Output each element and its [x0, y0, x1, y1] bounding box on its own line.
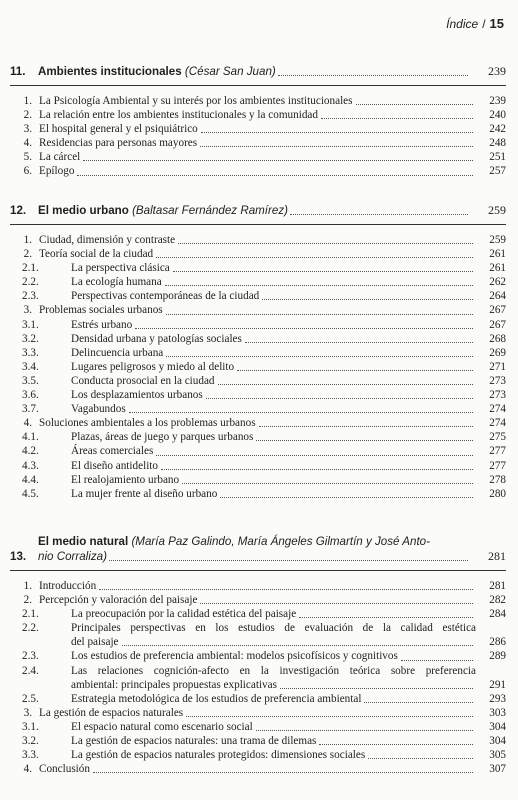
chapter-author: (César San Juan) [184, 65, 276, 78]
leader-dots [299, 617, 473, 618]
leader-dots [218, 384, 473, 385]
header-page-number: 15 [489, 16, 504, 31]
leader-dots [245, 342, 473, 343]
toc-entry [10, 621, 506, 649]
chapter-13 [10, 534, 506, 776]
entry-text: Soluciones ambientales a los problemas urbanos [39, 417, 256, 430]
entry-number: 3.1. [22, 720, 39, 733]
leader-dots [278, 75, 468, 76]
chapter-12 [10, 203, 506, 501]
toc-entry [10, 164, 506, 178]
entry-number: 2.2. [22, 276, 39, 289]
entry-text: La preocupación por la calidad estética del paisaje [71, 608, 297, 621]
entry-text: La mujer frente al diseño urbano [71, 487, 218, 500]
chapter-title-line [38, 534, 470, 549]
toc-entry [10, 318, 506, 332]
entry-number: 3.2. [22, 332, 39, 345]
entry-page: 267 [489, 304, 506, 317]
toc-entry [10, 122, 506, 136]
entry-page: 257 [489, 165, 506, 178]
entry-number: 2.4. [22, 664, 39, 677]
entry-page: 273 [489, 374, 506, 387]
entry-page: 274 [489, 403, 506, 416]
toc-entry [10, 94, 506, 108]
entry-text: La relación entre los ambientes institucionales y la comunidad [39, 109, 318, 122]
entry-number: 4. [23, 417, 32, 430]
entry-page: 271 [489, 360, 506, 373]
entry-text: Percepción y valoración del paisaje [39, 594, 198, 607]
chapter-number: 13. [10, 550, 27, 563]
entry-page: 251 [489, 151, 506, 164]
entry-number: 3.3. [22, 346, 39, 359]
entry-number: 3.2. [22, 735, 39, 748]
entry-page: 277 [489, 459, 506, 472]
toc-entry [10, 607, 506, 621]
entry-text: La gestión de espacios naturales protegidos: dimensiones sociales [71, 749, 366, 762]
leader-dots [165, 285, 473, 286]
toc-entry [10, 332, 506, 346]
entry-number: 2.2. [22, 622, 39, 635]
entry-text-cont: del paisaje [71, 636, 119, 649]
leader-dots [237, 370, 473, 371]
entry-number: 2.3. [22, 290, 39, 303]
toc-entry [10, 459, 506, 473]
entry-text: Introducción [39, 580, 97, 592]
entry-text: La gestión de espacios naturales [39, 706, 184, 719]
leader-dots [182, 483, 473, 484]
chapter-author: (Baltasar Fernández Ramírez) [132, 204, 288, 217]
entry-page: 282 [489, 594, 506, 607]
entry-page: 268 [489, 332, 506, 345]
toc-entries [10, 86, 506, 179]
entry-text: Los desplazamientos urbanos [71, 389, 203, 402]
entry-page: 303 [489, 706, 506, 719]
entry-page: 280 [489, 487, 506, 500]
entry-text: Delincuencia urbana [71, 346, 164, 359]
leader-dots [156, 455, 473, 456]
entry-number: 2. [23, 109, 32, 122]
toc-entry [10, 748, 506, 762]
toc-entry [10, 762, 506, 776]
header-separator: / [482, 17, 486, 31]
chapter-heading [10, 64, 506, 86]
entry-page: 275 [489, 431, 506, 444]
entry-text: Conducta prosocial en la ciudad [71, 374, 215, 387]
entry-text: Plazas, áreas de juego y parques urbanos [71, 431, 254, 444]
chapter-number: 12. [10, 204, 27, 217]
leader-dots [220, 497, 473, 498]
entry-text: El espacio natural como escenario social [71, 720, 253, 733]
entry-page: 248 [489, 137, 506, 150]
chapter-11 [10, 64, 506, 179]
leader-dots [259, 426, 473, 427]
toc-entry [10, 388, 506, 402]
entry-page: 273 [489, 389, 506, 402]
toc-entry [10, 303, 506, 317]
toc-entry [10, 108, 506, 122]
entry-text: Áreas comerciales [71, 445, 154, 458]
running-header [446, 16, 504, 31]
entry-number: 6. [23, 165, 32, 178]
toc-entry [10, 150, 506, 164]
leader-dots [99, 589, 473, 590]
entry-page: 262 [489, 276, 506, 289]
leader-dots [206, 398, 473, 399]
entry-number: 4. [23, 763, 32, 776]
entry-text: Ciudad, dimensión y contraste [39, 234, 176, 246]
leader-dots [122, 645, 473, 646]
leader-dots [200, 146, 473, 147]
leader-dots [356, 104, 473, 105]
entry-number: 2.3. [22, 650, 39, 663]
leader-dots [93, 772, 473, 773]
entry-page: 261 [489, 262, 506, 275]
toc-entry [10, 247, 506, 261]
entry-text: La cárcel [39, 151, 81, 164]
entry-number: 4.2. [22, 445, 39, 458]
chapter-title: El medio urbano [38, 204, 129, 217]
leader-dots [83, 160, 473, 161]
toc-entry [10, 444, 506, 458]
entry-page: 278 [489, 473, 506, 486]
leader-dots [256, 440, 473, 441]
leader-dots [161, 469, 473, 470]
entry-text: La ecología humana [71, 276, 162, 289]
entry-body [71, 621, 476, 649]
entry-text: La perspectiva clásica [71, 262, 170, 275]
entry-page: 289 [489, 650, 506, 663]
entry-page: 291 [489, 678, 506, 691]
entry-number: 4.4. [22, 473, 39, 486]
header-section-title: Índice [446, 17, 479, 31]
chapter-author-cont: nio Corraliza) [38, 550, 107, 563]
toc-entry [10, 487, 506, 501]
chapter-author: (María Paz Galindo, María Ángeles Gilmartín y José Anto- [131, 535, 430, 548]
entry-text: Teoría social de la ciudad [39, 248, 154, 261]
entry-page: 286 [489, 636, 506, 649]
toc-entry [10, 664, 506, 692]
chapter-page: 259 [488, 203, 506, 217]
entry-text-line [71, 635, 476, 649]
toc-entry [10, 649, 506, 663]
chapter-heading [10, 203, 506, 225]
leader-dots [368, 758, 473, 759]
entry-page: 304 [489, 720, 506, 733]
entry-text: Perspectivas contemporáneas de la ciudad [71, 290, 260, 303]
chapter-title-block [38, 203, 470, 218]
entry-page: 274 [489, 417, 506, 430]
entry-text: Principales perspectivas en los estudios de evaluación de la calidad estética [71, 622, 476, 635]
leader-dots [178, 243, 473, 244]
toc-entry [10, 402, 506, 416]
leader-dots [129, 412, 473, 413]
toc-entry [10, 720, 506, 734]
entry-text: Epílogo [39, 165, 75, 178]
entry-number: 2. [23, 248, 32, 261]
toc-entry [10, 261, 506, 275]
chapter-title-block [38, 64, 470, 79]
toc-entry [10, 346, 506, 360]
toc-entries [10, 225, 506, 501]
entry-number: 3.1. [22, 318, 39, 331]
entry-number: 3. [23, 706, 32, 719]
entry-text-line [71, 678, 476, 692]
entry-number: 4. [23, 137, 32, 150]
entry-page: 261 [489, 248, 506, 261]
leader-dots [401, 660, 473, 661]
chapter-page: 281 [488, 549, 506, 563]
entry-body [71, 664, 476, 692]
leader-dots [77, 175, 473, 176]
entry-number: 3.7. [22, 403, 39, 416]
entry-page: 259 [489, 234, 506, 246]
entry-text: Problemas sociales urbanos [39, 304, 163, 317]
entry-page: 307 [489, 763, 506, 776]
toc-entry [10, 233, 506, 247]
toc-entries [10, 571, 506, 776]
entry-number: 4.3. [22, 459, 39, 472]
chapter-heading [10, 534, 506, 571]
toc-entry [10, 360, 506, 374]
leader-dots [201, 132, 473, 133]
leader-dots [321, 118, 473, 119]
entry-text: Densidad urbana y patologías sociales [71, 332, 242, 345]
chapter-title-block [38, 534, 470, 564]
leader-dots [156, 257, 473, 258]
entry-number: 3.3. [22, 749, 39, 762]
toc-entry [10, 734, 506, 748]
entry-text: Vagabundos [71, 403, 126, 416]
entry-page: 267 [489, 318, 506, 331]
entry-page: 264 [489, 290, 506, 303]
toc-entry [10, 416, 506, 430]
entry-page: 293 [489, 692, 506, 705]
entry-number: 5. [23, 151, 32, 164]
toc-entry [10, 706, 506, 720]
leader-dots [166, 314, 473, 315]
entry-text: Estrategia metodológica de los estudios de preferencia ambiental [71, 692, 362, 705]
entry-number: 3. [23, 123, 32, 136]
entry-number: 2.1. [22, 262, 39, 275]
entry-text: Lugares peligrosos y miedo al delito [71, 360, 235, 373]
leader-dots [186, 716, 473, 717]
leader-dots [109, 560, 468, 561]
entry-text: Estrés urbano [71, 318, 133, 331]
toc-entry [10, 374, 506, 388]
toc-entry [10, 579, 506, 593]
entry-number: 4.5. [22, 487, 39, 500]
entry-text-cont: ambiental: principales propuestas explicativas [71, 678, 277, 691]
entry-text: El diseño antidelito [71, 459, 158, 472]
chapter-title-line [38, 549, 470, 564]
entry-page: 281 [489, 580, 506, 592]
leader-dots [256, 730, 473, 731]
entry-text: La gestión de espacios naturales: una trama de dilemas [71, 735, 317, 748]
toc-entry [10, 136, 506, 150]
entry-page: 284 [489, 608, 506, 621]
entry-page: 239 [489, 95, 506, 107]
entry-number: 1. [23, 580, 32, 592]
entry-text: Conclusión [39, 763, 90, 776]
toc-entry [10, 473, 506, 487]
toc-entry [10, 593, 506, 607]
entry-text: Las relaciones cognición-afecto en la investigación teórica sobre preferencia [71, 664, 476, 677]
entry-number: 1. [23, 234, 32, 246]
chapter-number: 11. [10, 65, 26, 78]
entry-page: 240 [489, 109, 506, 122]
entry-number: 4.1. [22, 431, 39, 444]
leader-dots [173, 271, 473, 272]
entry-number: 3. [23, 304, 32, 317]
leader-dots [262, 299, 473, 300]
entry-page: 269 [489, 346, 506, 359]
entry-page: 277 [489, 445, 506, 458]
leader-dots [200, 603, 473, 604]
chapter-page: 239 [488, 64, 506, 78]
leader-dots [135, 328, 473, 329]
leader-dots [290, 214, 468, 215]
entry-text: Residencias para personas mayores [39, 137, 198, 150]
entry-text: La Psicología Ambiental y su interés por los ambientes institucionales [39, 95, 353, 107]
chapter-title: Ambientes institucionales [38, 65, 182, 78]
leader-dots [280, 688, 473, 689]
toc-entry [10, 289, 506, 303]
leader-dots [166, 356, 473, 357]
entry-page: 242 [489, 123, 506, 136]
toc-entry [10, 430, 506, 444]
toc-entry [10, 275, 506, 289]
leader-dots [364, 702, 473, 703]
entry-text: El realojamiento urbano [71, 473, 180, 486]
entry-number: 2.1. [22, 608, 39, 621]
entry-number: 3.5. [22, 374, 39, 387]
entry-page: 305 [489, 749, 506, 762]
entry-number: 3.6. [22, 389, 39, 402]
entry-text: Los estudios de preferencia ambiental: modelos psicofísicos y cognitivos [71, 650, 398, 663]
entry-number: 2.5. [22, 692, 39, 705]
entry-page: 304 [489, 735, 506, 748]
entry-number: 2. [23, 594, 32, 607]
entry-number: 1. [23, 95, 32, 107]
entry-number: 3.4. [22, 360, 39, 373]
leader-dots [319, 744, 473, 745]
chapter-title: El medio natural [38, 535, 129, 548]
entry-text: El hospital general y el psiquiátrico [39, 123, 198, 136]
toc-entry [10, 692, 506, 706]
